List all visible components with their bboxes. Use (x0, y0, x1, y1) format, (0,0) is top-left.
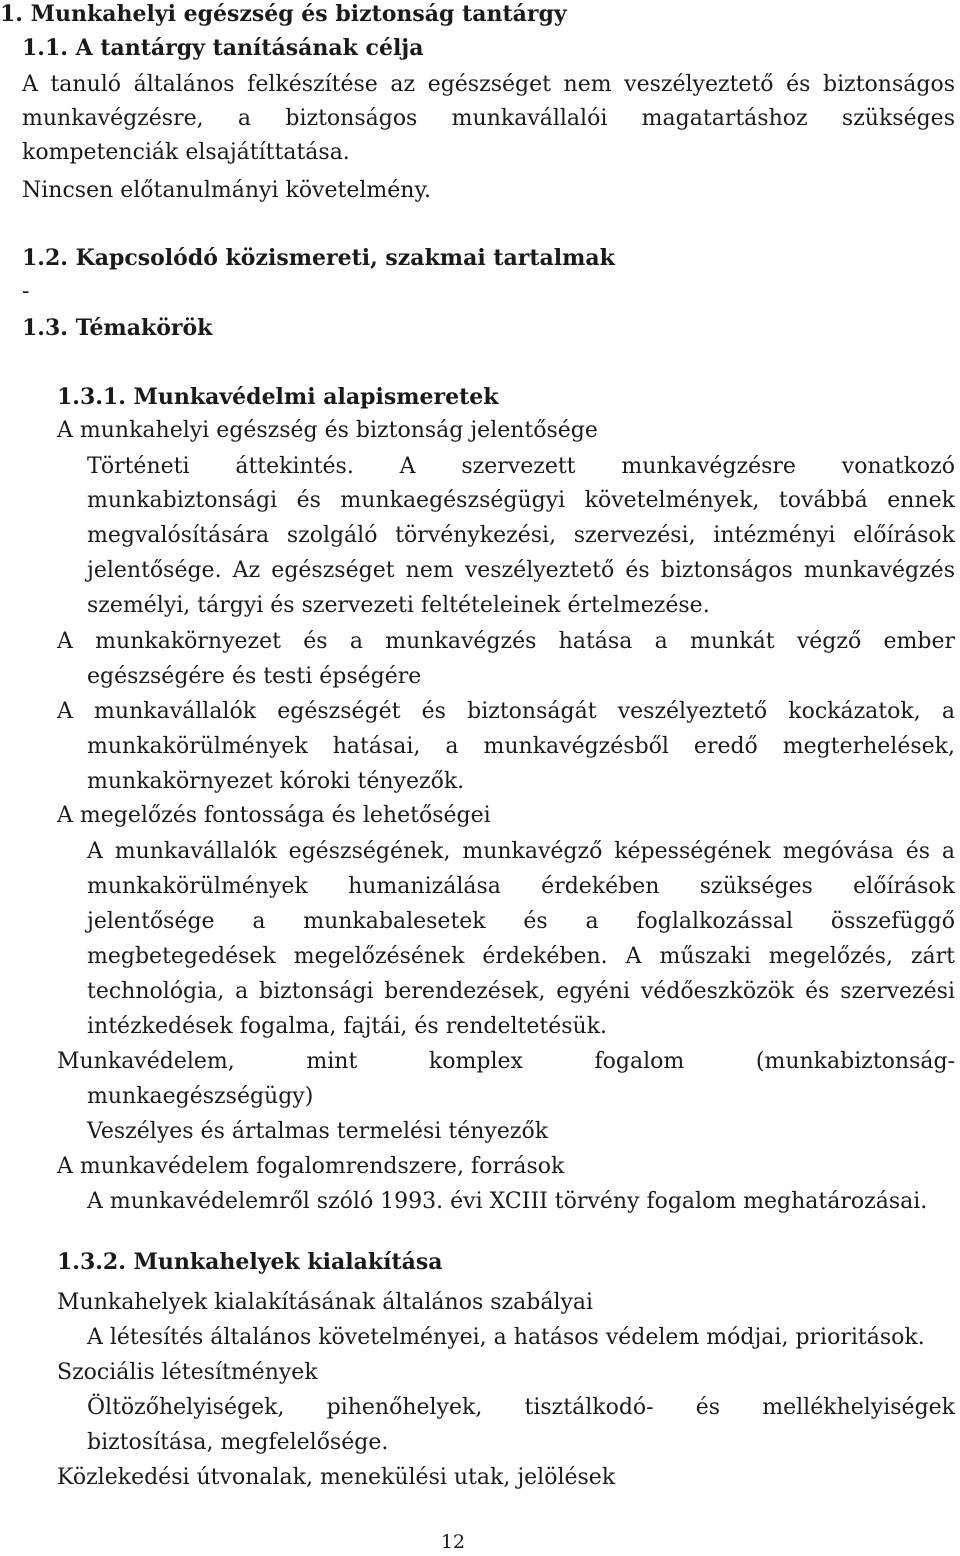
section-title-altalanos-szabalyai: Munkahelyek kialakításának általános szabályai (57, 1290, 594, 1315)
section-title-jelentosege: A munkahelyi egészség és biztonság jelentősége (57, 418, 598, 443)
section-komplex-line-1: Munkavédelem, mint komplex fogalom (munkabiztonság- (57, 1049, 955, 1074)
dash-placeholder: - (22, 279, 30, 304)
no-prereq-text: Nincsen előtanulmányi követelmény. (22, 178, 431, 203)
megelozes-line-5: technológia, a biztonsági berendezések, egyéni védőeszközök és szervezési (87, 979, 955, 1004)
altalanos-szabalyai-body: A létesítés általános követelményei, a hatásos védelem módjai, prioritások. (87, 1325, 925, 1350)
goal-line-1: A tanuló általános felkészítése az egészséget nem veszélyeztető és biztonságos (22, 72, 955, 97)
section-title-megelozes: A megelőzés fontossága és lehetőségei (57, 803, 491, 828)
szocialis-line-1: Öltözőhelyiségek, pihenőhelyek, tisztálkodó- és mellékhelyiségek (87, 1395, 955, 1420)
section-body-line-2: munkabiztonsági és munkaegészségügyi követelmények, továbbá ennek (87, 488, 955, 513)
szocialis-line-2: biztosítása, megfelelősége. (87, 1430, 389, 1455)
section-munkakornyezet-line-1: A munkakörnyezet és a munkavégzés hatása a munkát végző ember (57, 629, 955, 654)
section-body-line-3: megvalósítására szolgáló törvénykezési, szervezési, intézményi előírások (87, 523, 955, 548)
heading-1-2: 1.2. Kapcsolódó közismereti, szakmai tartalmak (22, 245, 615, 271)
goal-line-3: kompetenciák elsajátíttatása. (22, 140, 350, 165)
fogalomrendszer-body: A munkavédelemről szóló 1993. évi XCIII törvény fogalom meghatározásai. (87, 1189, 928, 1214)
heading-1-3-1: 1.3.1. Munkavédelmi alapismeretek (57, 384, 499, 410)
heading-1-3-2: 1.3.2. Munkahelyek kialakítása (57, 1249, 443, 1275)
megelozes-line-3: jelentősége a munkabalesetek és a foglalkozással összefüggő (87, 909, 955, 934)
heading-1: 1. Munkahelyi egészség és biztonság tantárgy (0, 1, 567, 27)
section-body-line-4: jelentősége. Az egészséget nem veszélyeztető és biztonságos munkavégzés (87, 558, 955, 583)
section-body-line-1: Történeti áttekintés. A szervezett munkavégzésre vonatkozó (87, 454, 955, 479)
section-body-line-5: személyi, tárgyi és szervezeti feltételeinek értelmezése. (87, 593, 710, 618)
page-number: 12 (440, 1531, 466, 1553)
heading-1-1: 1.1. A tantárgy tanításának célja (22, 35, 424, 61)
section-title-fogalomrendszer: A munkavédelem fogalomrendszere, források (57, 1154, 565, 1179)
goal-line-2: munkavégzésre, a biztonságos munkavállalói magatartáshoz szükséges (22, 106, 955, 131)
section-title-kozlekedesi: Közlekedési útvonalak, menekülési utak, jelölések (57, 1465, 616, 1490)
section-kockazatok-line-1: A munkavállalók egészségét és biztonságát veszélyeztető kockázatok, a (57, 699, 955, 724)
section-kockazatok-line-2: munkakörülmények hatásai, a munkavégzésből eredő megterhelések, (87, 734, 955, 759)
section-munkakornyezet-line-2: egészségére és testi épségére (87, 664, 422, 689)
megelozes-line-2: munkakörülmények humanizálása érdekében szükséges előírások (87, 874, 955, 899)
section-kockazatok-line-3: munkakörnyezet kóroki tényezők. (87, 769, 465, 794)
heading-1-3: 1.3. Témakörök (22, 315, 213, 341)
megelozes-line-6: intézkedések fogalma, fajtái, és rendeltetésük. (87, 1014, 608, 1039)
section-komplex-sub: Veszélyes és ártalmas termelési tényezők (87, 1119, 549, 1144)
section-title-szocialis: Szociális létesítmények (57, 1360, 318, 1385)
megelozes-line-1: A munkavállalók egészségének, munkavégző képességének megóvása és a (87, 839, 955, 864)
megelozes-line-4: megbetegedések megelőzésének érdekében. A műszaki megelőzés, zárt (87, 944, 955, 969)
section-komplex-line-2: munkaegészségügy) (87, 1084, 314, 1109)
